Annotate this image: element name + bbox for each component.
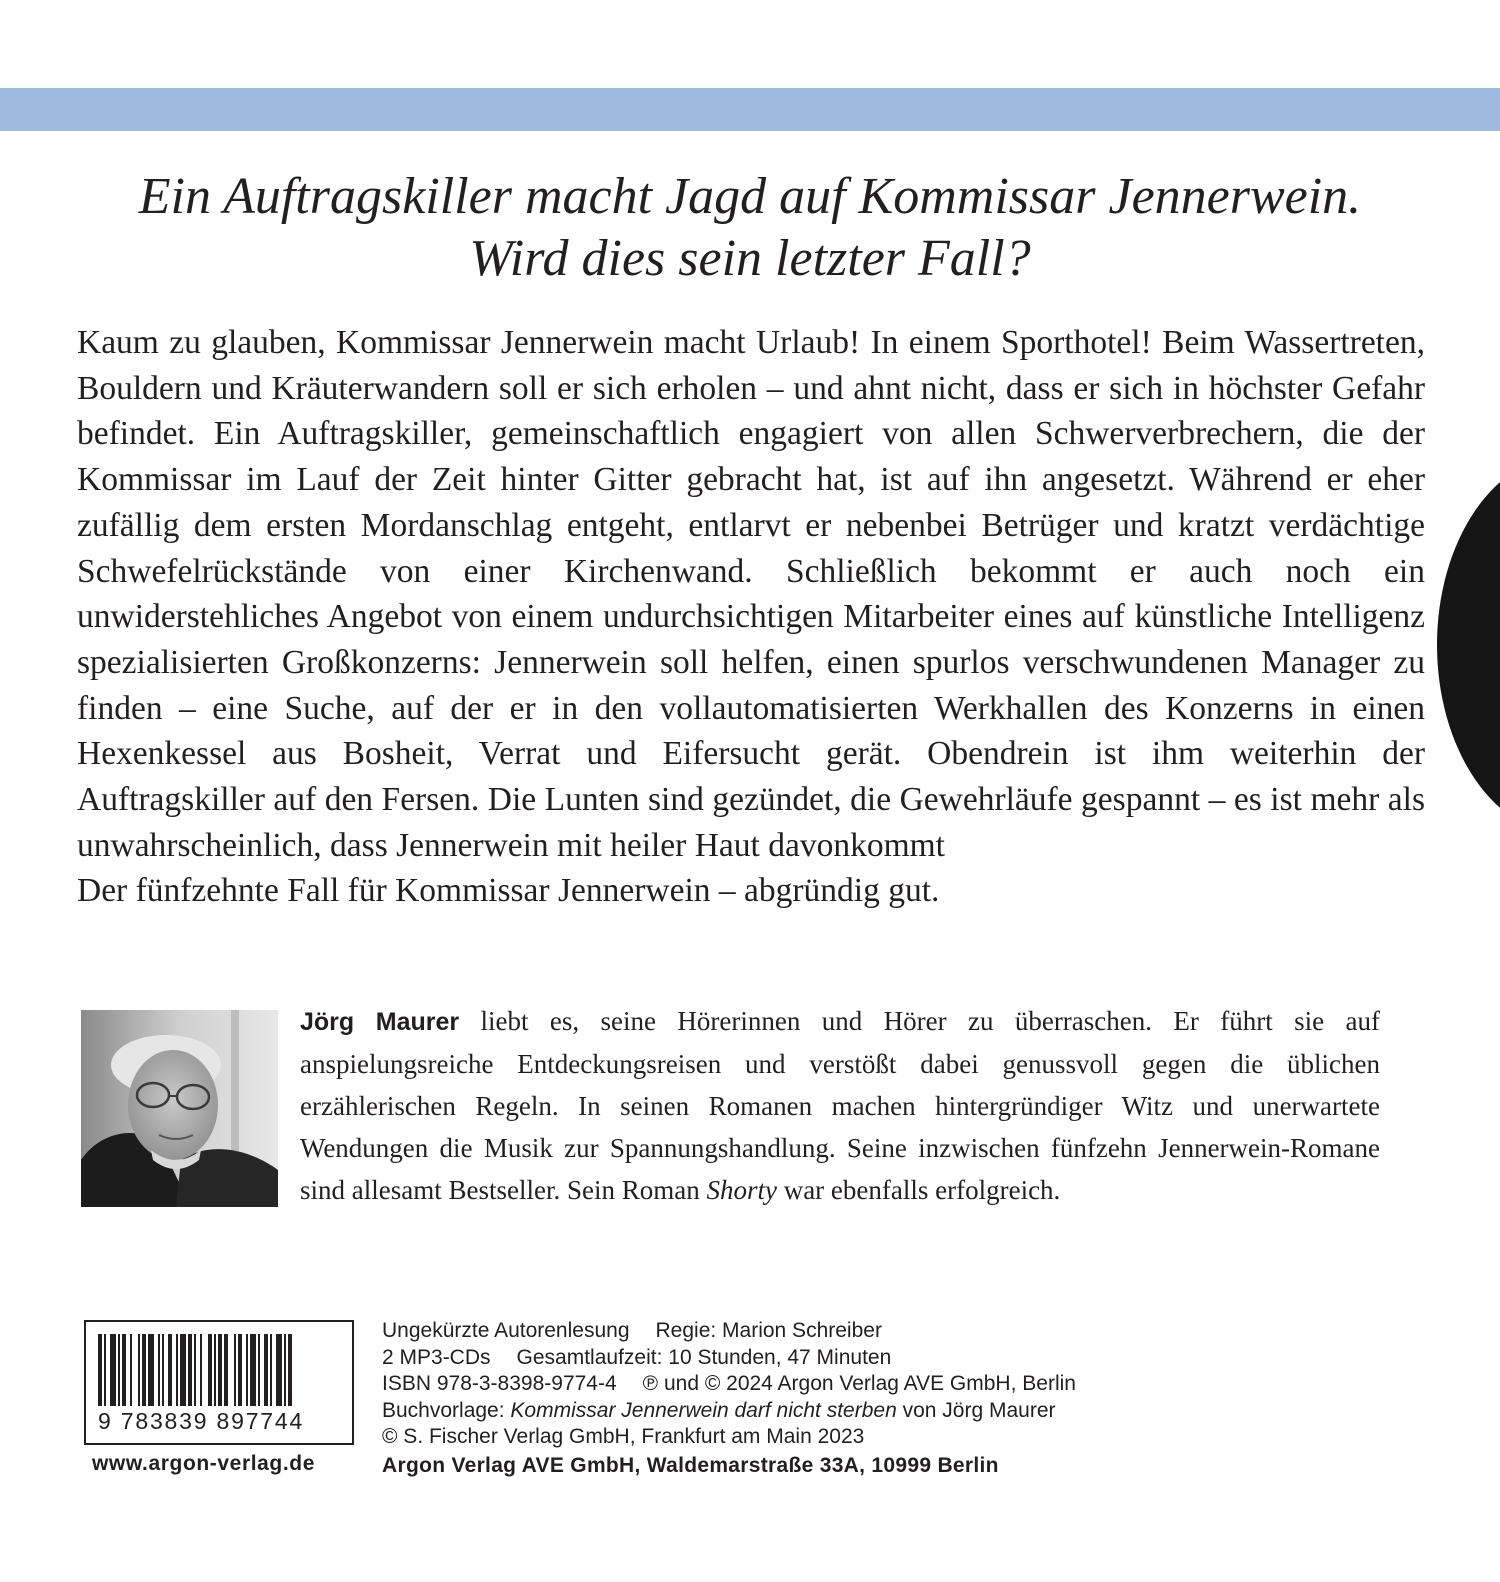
barcode-bar (168, 1334, 172, 1406)
imprint-line-1 (382, 1318, 1282, 1345)
imprint-line-3 (382, 1371, 1282, 1398)
barcode-bar (98, 1334, 102, 1406)
barcode-bar (142, 1334, 146, 1406)
headline (0, 166, 1500, 290)
publisher-website: www.argon-verlag.de (92, 1452, 315, 1475)
barcode-bar (288, 1334, 292, 1406)
barcode-bar (148, 1334, 154, 1406)
author-bio (300, 1000, 1380, 1211)
author-name: Jörg Maurer (300, 1008, 460, 1036)
barcode-bar (284, 1334, 286, 1406)
imprint-line-5: © S. Fischer Verlag GmbH, Frankfurt am Main 2023 (382, 1425, 865, 1448)
barcode-bar (130, 1334, 132, 1406)
barcode-bar (276, 1334, 282, 1406)
copyright: ℗ und © 2024 Argon Verlag AVE GmbH, Berlin (642, 1372, 1076, 1395)
barcode-bar (246, 1334, 248, 1406)
barcode-bar (270, 1334, 272, 1406)
barcode-bar (176, 1334, 178, 1406)
barcode-bar (194, 1334, 196, 1406)
barcode-bar (158, 1334, 160, 1406)
imprint-line-2 (382, 1345, 1282, 1372)
barcode-bar (118, 1334, 120, 1406)
barcode-bar (224, 1334, 228, 1406)
source-author: von Jörg Maurer (896, 1398, 1056, 1422)
headline-line-1: Ein Auftragskiller macht Jagd auf Kommissar Jennerwein. (138, 168, 1362, 225)
author-bio-text-2: war ebenfalls erfolgreich. (776, 1175, 1061, 1205)
barcode-bar (138, 1334, 140, 1406)
barcode-bar (264, 1334, 268, 1406)
isbn: ISBN 978-3-8398-9774-4 (382, 1372, 617, 1395)
barcode-bar (218, 1334, 222, 1406)
director: Regie: Marion Schreiber (655, 1319, 882, 1342)
imprint (382, 1318, 1282, 1479)
blurb (77, 320, 1425, 914)
barcode-bar (250, 1334, 256, 1406)
barcode (84, 1320, 354, 1445)
barcode-bars (96, 1334, 346, 1406)
headline-line-2: Wird dies sein letzter Fall? (469, 230, 1031, 287)
barcode-bar (110, 1334, 116, 1406)
blurb-paragraph: Kaum zu glauben, Kommissar Jennerwein macht Urlaub! In einem Sporthotel! Beim Wassertreten, Bouldern und Kräuterwandern soll er sich erholen – und ahnt nicht, dass er sich in höchster Gefahr befindet. Ein Auftragskiller, gemeinschaftlich engagiert von allen Schwerverbrechern, die der Kommissar im Lauf der Zeit hinter Gitter gebracht hat, ist auf ihn angesetzt. Während er eher zufällig dem ersten Mordanschlag entgeht, entlarvt er nebenbei Betrüger und kratzt verdächtige Schwefelrückstände von einer Kirchenwand. Schließlich bekommt er auch noch ein unwiderstehliches Angebot von einem undurchsichtigen Mitarbeiter eines auf künstliche Intelligenz spezialisierten Großkonzerns: Jennerwein soll helfen, einen spurlos verschwundenen Manager zu finden – eine Suche, auf der er in den vollautomatisierten Werkhallen des Konzerns in einen Hexenkessel aus Bosheit, Verrat und Eifersucht gerät. Obendrein ist ihm weiterhin der Auftragskiller auf den Fersen. Die Lunten sind gezündet, die Gewehrläufe gespannt – es ist mehr als unwahrscheinlich, dass Jennerwein mit heiler Haut davonkommt (77, 324, 1425, 864)
imprint-line-4 (382, 1398, 1282, 1425)
barcode-bar (200, 1334, 202, 1406)
runtime: Gesamtlaufzeit: 10 Stunden, 47 Minuten (516, 1345, 892, 1369)
barcode-bar (238, 1334, 242, 1406)
barcode-bar (208, 1334, 212, 1406)
source-title: Kommissar Jennerwein darf nicht sterben (510, 1398, 897, 1422)
cd-disc-edge (1437, 455, 1500, 835)
barcode-bar (214, 1334, 216, 1406)
author-portrait-image (81, 1010, 278, 1207)
barcode-bar (188, 1334, 192, 1406)
barcode-digits: 9 783839 897744 (98, 1408, 305, 1434)
source-label: Buchvorlage: (382, 1398, 511, 1422)
barcode-bar (180, 1334, 186, 1406)
author-photo (81, 1010, 278, 1207)
barcode-bar (258, 1334, 260, 1406)
barcode-bar (162, 1334, 164, 1406)
top-color-band (0, 88, 1500, 131)
barcode-bar (122, 1334, 126, 1406)
barcode-bar (234, 1334, 236, 1406)
format: 2 MP3-CDs (382, 1345, 491, 1369)
edition: Ungekürzte Autorenlesung (382, 1319, 630, 1342)
author-book-title: Shorty (706, 1175, 777, 1205)
barcode-bar (104, 1334, 106, 1406)
publisher-address: Argon Verlag AVE GmbH, Waldemarstraße 33A, 10999 Berlin (382, 1453, 999, 1477)
author-bio-text-1: liebt es, seine Hörerinnen und Hörer zu überraschen. Er führt sie auf anspielungsreiche Entdeckungsreisen und verstößt dabei genussvoll gegen die üblichen erzählerischen Regeln. In seinen Romanen machen hintergründiger Witz und unerwartete Wendungen die Musik zur Spannungshandlung. Seine inzwischen fünfzehn Jennerwein-Romane sind allesamt Bestseller. Sein Roman (300, 1006, 1380, 1205)
blurb-closing: Der fünfzehnte Fall für Kommissar Jennerwein – abgründig gut. (77, 872, 940, 910)
